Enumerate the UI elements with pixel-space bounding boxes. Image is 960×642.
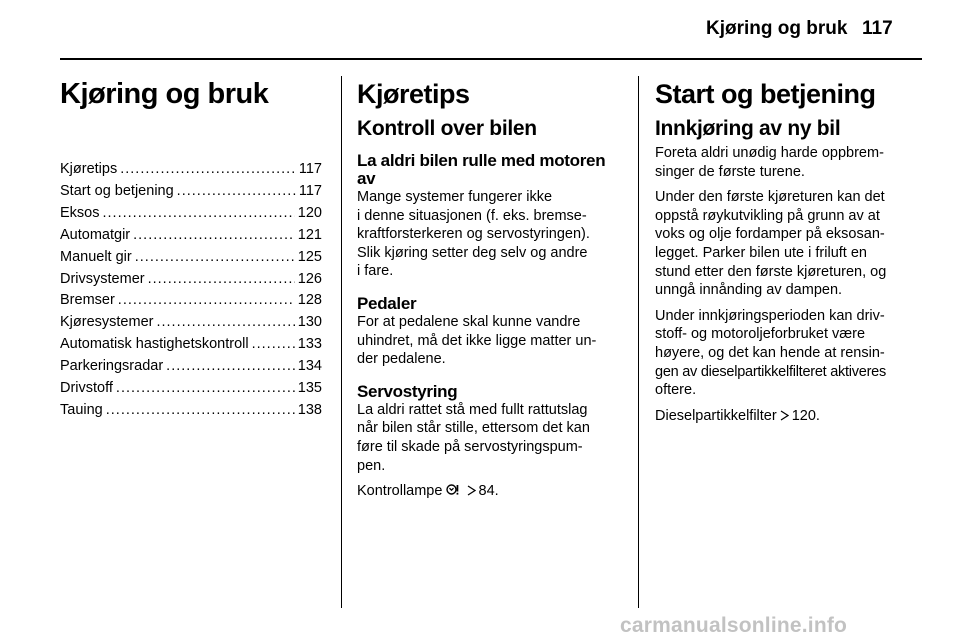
paragraph: [357, 313, 622, 369]
toc-leader: [133, 225, 295, 247]
text-line: Under den første kjøreturen kan det: [655, 189, 885, 206]
toc-label: Parkeringsradar: [60, 358, 164, 375]
text-line: For at pedalene skal kunne vandre: [357, 313, 581, 330]
driving-tips-column: [357, 60, 622, 508]
watermark: carmanualsonline.info: [620, 614, 848, 637]
toc-entry[interactable]: [60, 290, 322, 312]
text-line: i denne situasjonen (f. eks. bremse-: [357, 207, 587, 224]
toc-label: Kjøresystemer: [60, 314, 154, 331]
toc-label: Drivstoff: [60, 380, 113, 397]
chapter-column: [60, 60, 322, 422]
toc-entry[interactable]: [60, 312, 322, 334]
text-line: oppstå røykutvikling på grunn av at: [655, 207, 880, 224]
toc-leader: [116, 378, 295, 400]
toc-label: Automatisk hastighetskontroll: [60, 336, 249, 353]
toc-leader: [177, 181, 296, 203]
toc-page: 133: [297, 336, 322, 353]
paragraph: [655, 307, 925, 400]
text-line: legget. Parker bilen ute i friluft en: [655, 244, 867, 261]
toc-entry[interactable]: [60, 203, 322, 225]
toc-label: Bremser: [60, 292, 115, 309]
page-reference-arrow-icon: [467, 485, 476, 496]
toc-leader: [135, 247, 295, 269]
toc-page: 126: [297, 270, 322, 287]
reference-label: Kontrollampe: [357, 483, 443, 500]
text-line: uhindret, må det ikke ligge matter un-: [357, 332, 597, 349]
paragraph: [357, 401, 622, 475]
section-heading: Start og betjening: [655, 79, 876, 109]
topic-heading: La aldri bilen rulle med motoren av: [357, 151, 606, 188]
column-divider: [638, 76, 639, 608]
text-line: voks og olje fordamper på eksosan-: [655, 226, 885, 243]
toc-entry[interactable]: [60, 247, 322, 269]
text-line: der pedalene.: [357, 351, 446, 368]
text-line: singer de første turene.: [655, 163, 805, 180]
toc-entry[interactable]: [60, 400, 322, 422]
toc-page: 135: [297, 380, 322, 397]
toc-label: Drivsystemer: [60, 270, 145, 287]
text-line: La aldri rattet stå med fullt rattutslag: [357, 401, 588, 418]
section-heading: Kjøretips: [357, 79, 470, 109]
cross-reference[interactable]: [655, 407, 925, 426]
text-line: Slik kjøring setter deg selv og andre: [357, 244, 588, 261]
toc-page: 130: [297, 314, 322, 331]
topic-heading: Pedaler: [357, 293, 417, 313]
text-line: høyere, og det kan hende at rensin-: [655, 344, 885, 361]
toc-page: 120: [297, 204, 322, 221]
toc-page: 128: [297, 292, 322, 309]
toc-label: Automatgir: [60, 226, 131, 243]
toc-entry[interactable]: [60, 269, 322, 291]
toc-leader: [156, 312, 294, 334]
toc-page: 121: [297, 226, 322, 243]
subsection-heading: Kontroll over bilen: [357, 117, 537, 140]
toc-label: Start og betjening: [60, 182, 174, 199]
running-title: Kjøring og bruk: [706, 18, 848, 39]
toc-entry[interactable]: [60, 334, 322, 356]
toc-leader: [120, 159, 296, 181]
topic-heading: Servostyring: [357, 381, 458, 401]
toc-label: Eksos: [60, 204, 100, 221]
toc-page: 117: [298, 182, 322, 199]
text-line: føre til skade på servostyringspum-: [357, 438, 583, 455]
toc-leader: [106, 400, 295, 422]
toc-entry[interactable]: [60, 225, 322, 247]
toc-page: 125: [297, 248, 322, 265]
toc-label: Kjøretips: [60, 161, 118, 177]
toc-entry[interactable]: [60, 159, 322, 181]
paragraph: [655, 188, 925, 300]
text-line: oftere.: [655, 382, 697, 399]
page-reference-arrow-icon: [780, 410, 789, 421]
subsection-heading: Innkjøring av ny bil: [655, 117, 841, 140]
cross-reference[interactable]: [357, 482, 622, 501]
text-line: Mange systemer fungerer ikke: [357, 189, 553, 205]
reference-page: 84.: [478, 483, 499, 500]
toc-leader: [166, 356, 295, 378]
start-operation-column: [655, 60, 925, 432]
reference-page: 120.: [791, 407, 820, 424]
toc-page: 134: [297, 358, 322, 375]
toc-page: 117: [298, 161, 322, 177]
column-divider: [341, 76, 342, 608]
text-line: Under innkjøringsperioden kan driv-: [655, 307, 885, 324]
paragraph: [655, 144, 925, 181]
toc-leader: [103, 203, 295, 225]
text-line: kraftforsterkeren og servostyringen).: [357, 226, 590, 243]
text-line: stoff- og motoroljeforbruket være: [655, 326, 866, 343]
reference-label: Dieselpartikkelfilter: [655, 407, 777, 424]
text-line: unngå innånding av dampen.: [655, 282, 843, 299]
toc-label: Manuelt gir: [60, 248, 132, 265]
page-header: [0, 0, 960, 62]
paragraph: [357, 188, 622, 281]
toc-entry[interactable]: [60, 378, 322, 400]
page-number: 117: [862, 18, 893, 39]
text-line: når bilen står stille, ettersom det kan: [357, 420, 590, 437]
text-line: pen.: [357, 457, 386, 474]
text-line: Foreta aldri unødig harde oppbrem-: [655, 145, 884, 161]
toc-label: Tauing: [60, 401, 103, 418]
toc-page: 138: [297, 401, 322, 418]
toc-leader: [118, 290, 295, 312]
toc-leader: [252, 334, 295, 356]
toc-entry[interactable]: [60, 356, 322, 378]
toc-entry[interactable]: [60, 181, 322, 203]
text-line: stund etter den første kjøreturen, og: [655, 263, 887, 280]
table-of-contents: [60, 159, 322, 422]
chapter-title: Kjøring og bruk: [60, 78, 269, 110]
toc-leader: [148, 269, 295, 291]
text-line: gen av dieselpartikkelfilteret aktiveres: [655, 363, 886, 380]
text-line: i fare.: [357, 263, 394, 280]
power-steering-warning-icon: [446, 483, 459, 496]
